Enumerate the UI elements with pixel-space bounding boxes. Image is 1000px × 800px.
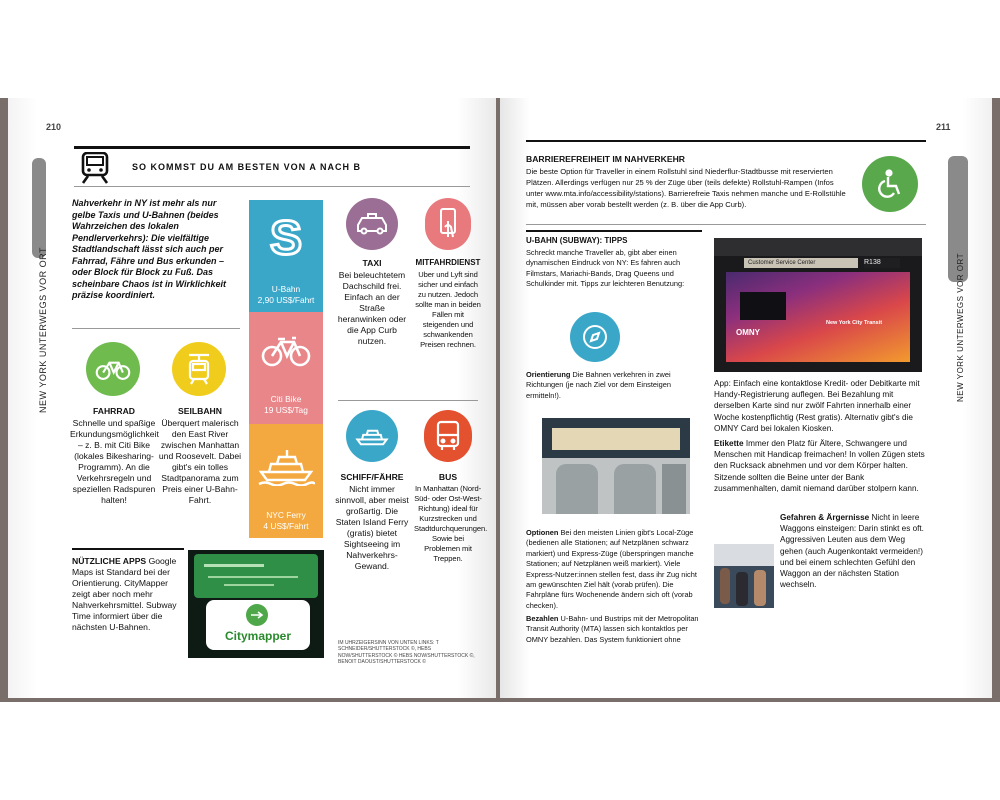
compass-icon	[570, 312, 620, 362]
side-label-right: NEW YORK UNTERWEGS VOR ORT	[956, 252, 965, 402]
apps-body: Google Maps ist Standard bei der Orientierung. CityMapper zeigt aber noch mehr Nahverkehrsmittel. Subway Time informiert über die nächsten U-Bahnen.	[72, 556, 177, 632]
optionen-text: Bei den meisten Linien gibt's Local-Züge (bedienen alle Stationen; auf Netzplänen schwarz markiert) und Express-Züge (überspringen manche Stationen; auf Netzplänen weiß markiert). Viele Express-Nutzer:innen stellen fest, dass ihr Zug nicht am gewünschten Ziel hält (vorab prüfen). Die Fahrpläne fürs Wochenende ändern sich oft (vorab checken).	[526, 528, 697, 610]
ferry-label: NYC Ferry	[266, 510, 306, 520]
omny-brand: OMNY	[736, 328, 760, 337]
citymapper-photo	[188, 550, 324, 658]
svg-text:S: S	[269, 212, 303, 262]
mitfahr-text: Uber und Lyft sind sicher und einfach zu nutzen. Jedoch sollte man in beiden Fällen mit steigenden und schwankenden Preisen rechnen.	[415, 270, 481, 349]
section-title: SO KOMMST DU AM BESTEN VON A NACH B	[132, 162, 362, 172]
phone-screen	[194, 554, 318, 598]
kiosk-station: R138	[864, 258, 900, 268]
bezahlen-block	[526, 614, 706, 645]
citibike-bar	[249, 312, 323, 424]
photo-credits: IM UHRZEIGERSINN VON UNTEN LINKS: T SCHNEIDER/SHUTTERSTOCK ©, HEBS NOW/SHUTTERSTOCK © HEBS NOW/SHUTTERSTOCK ©, BENOIT DAOUST/SHUTTERSTOCK ©	[338, 640, 475, 666]
section-tab-left	[32, 158, 46, 258]
optionen-head: Optionen	[526, 528, 559, 537]
taxi-title: TAXI	[362, 258, 382, 268]
etikette-block	[714, 438, 928, 494]
apps-rule	[72, 548, 184, 550]
ubahn-intro: Schreckt manche Traveller ab, gibt aber einen dynamischen Eindruck von NY: Es fahren auch Filmstars, Mariachi-Bands, Drag Queens und Schulkinder mit. Tipps zur leichteren Benutzung:	[526, 248, 685, 289]
omny-kiosk-photo	[714, 238, 922, 372]
ferry-icon	[257, 446, 315, 491]
right-col-divider	[338, 400, 478, 401]
orientierung-block	[526, 370, 706, 401]
orientierung-head: Orientierung	[526, 370, 571, 379]
ubahn-rule	[526, 230, 702, 232]
bus-text: In Manhattan (Nord-Süd- oder Ost-West-Richtung) ideal für Kurzstrecken und Stadtdurchquerungen. Sowie bei Problemen mit Treppen.	[414, 484, 488, 563]
gefahren-head: Gefahren & Ärgernisse	[780, 513, 870, 522]
bicycle-icon	[261, 334, 311, 373]
barrier-divider	[526, 224, 926, 225]
citibike-label: Citi Bike	[270, 394, 302, 404]
barrier-text: Die beste Option für Traveller in einem Rollstuhl sind Niederflur-Stadtbusse mit reservierten Plätzen. Allerdings verfügen nur 25 % der Züge über (teils defekte) Rollstuhl-Rampen (Infos unter www.mta.info/accessibility/stations). Barrierefreie Taxis nehmen manche und E-Rollstühle mit, müssen aber vorab bestellt werden (z. B. über die App Curb).	[526, 167, 846, 209]
apps-title: NÜTZLICHE APPS	[72, 556, 147, 566]
bezahlen-text: U-Bahn- und Bustrips mit der Metropolitan Transit Authority (MTA) lassen sich kontaktlos per OMNY bezahlen. Das System funktioniert ohne	[526, 614, 699, 644]
train-icon	[74, 149, 116, 187]
etikette-text: Immer den Platz für Ältere, Schwangere und Menschen mit Handicap freimachen! In vollen Zügen stets den Rucksack abnehmen und vor dem Körper halten. Sitzende sollten die Beine unter der Bank zusammenhalten, damit niemand darüber stolpern kann.	[714, 439, 925, 493]
page-number-right: 211	[936, 122, 951, 132]
ferry-bar	[249, 424, 323, 538]
taxi-icon	[346, 198, 398, 250]
title-rule-top	[74, 146, 470, 149]
ubahn-title: U-BAHN (SUBWAY): TIPPS	[526, 236, 628, 245]
bus-title: BUS	[438, 472, 458, 482]
subway-label: U-Bahn	[271, 284, 301, 294]
fahrrad-icon	[86, 342, 140, 396]
app-text: App: Einfach eine kontaktlose Kredit- oder Debitkarte mit Handy-Registrierung auflegen. Bei Bezahlung mit derselben Karte sind nur zwölf Fahrten innerhalb einer Woche kostenpflichtig (Rest gratis). Alternativ gibt's die OMNY Card bei lokalen Kiosken.	[714, 379, 920, 433]
right-page	[500, 98, 992, 698]
subway-bar	[249, 200, 323, 312]
subway-s-icon	[263, 212, 309, 267]
citymapper-logo-icon	[246, 604, 268, 626]
citymapper-card	[206, 600, 310, 650]
seilbahn-text: Überquert malerisch den East River zwischen Manhattan und Roosevelt. Dabei gibt's ein tolles Stadtpanorama zum Preis einer U-Bahn-Fahrt.	[158, 418, 242, 505]
subway-price: 2,90 US$/Fahrt	[257, 295, 315, 305]
left-page	[8, 98, 496, 698]
optionen-block	[526, 528, 706, 611]
ferry-price: 4 US$/Fahrt	[263, 521, 309, 531]
kiosk-sign: Customer Service Center	[744, 258, 858, 268]
taxi-text: Bei beleuchtetem Dachschild frei. Einfach an der Straße heranwinken oder die App Curb nutzen.	[337, 270, 407, 346]
tram-icon	[172, 342, 226, 396]
bezahlen-head: Bezahlen	[526, 614, 559, 623]
gefahren-block	[714, 512, 928, 610]
smartphone-tap-icon	[425, 198, 471, 250]
seilbahn-title: SEILBAHN	[178, 406, 222, 416]
wheelchair-icon	[862, 156, 918, 212]
apps-text	[72, 556, 186, 633]
citymapper-label: Citymapper	[224, 629, 292, 643]
side-label-left: NEW YORK UNTERWEGS VOR ORT	[38, 246, 48, 413]
barrier-rule	[526, 140, 926, 142]
fahrrad-title: FAHRRAD	[92, 406, 135, 416]
etikette-head: Etikette	[714, 439, 744, 448]
gefahren-text: Nicht in leere Waggons einsteigen: Darin stinkt es oft. Aggressiven Leuten aus dem Weg gehen (auch Augenkontakt vermeiden!) und bei einem schlechten Gefühl den Waggon an der nächsten Station wechseln.	[780, 513, 924, 590]
intro-text: Nahverkehr in NY ist mehr als nur gelbe Taxis und U-Bahnen (beides Wahrzeichen des lokalen Pendlerverkehrs): Die vielfältige Stadtlandschaft lässt sich auch per Fahrrad, Fähre und Bus erkunden – oder Block für Block zu Fuß. Das scheinbare Chaos ist in Wirklichkeit präzise koordiniert.	[72, 198, 226, 300]
bus-icon	[424, 410, 472, 462]
title-rule-bottom	[74, 186, 470, 187]
page-number-left: 210	[46, 122, 62, 132]
schiff-title: SCHIFF/FÄHRE	[340, 472, 404, 482]
fahrrad-text: Schnelle und spaßige Erkundungsmöglichkeit – z. B. mit Citi Bike (lokales Bikesharing-Programm). An die Verkehrsregeln und speziellen Radspuren halten!	[70, 418, 159, 505]
schiff-text: Nicht immer sinnvoll, aber meist großartig. Die Staten Island Ferry (gratis) bietet Sightseeing im Nahverkehrs-Gewand.	[335, 484, 409, 571]
citibike-price: 19 US$/Tag	[264, 405, 308, 415]
orientierung-text: Die Bahnen verkehren in zwei Richtungen (je nach Ziel vor dem Einsteigen ermitteln!).	[526, 370, 672, 400]
transit-brand: New York City Transit	[826, 320, 883, 326]
intro-divider	[72, 328, 240, 329]
mitfahr-title: MITFAHRDIENST	[415, 258, 481, 267]
ship-icon	[346, 410, 398, 462]
barrier-title: BARRIEREFREIHEIT IM NAHVERKEHR	[526, 154, 685, 164]
subway-car-photo	[542, 418, 690, 514]
